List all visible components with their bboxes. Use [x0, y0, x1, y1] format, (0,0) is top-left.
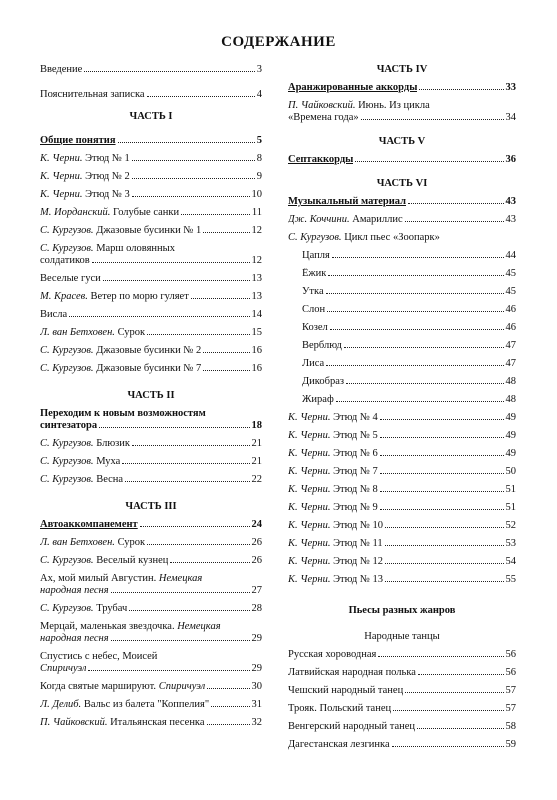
entry-author: С. Кургузов.: [40, 474, 94, 485]
entry-title: Этюд № 5: [330, 430, 378, 441]
toc-entry[interactable]: [40, 717, 262, 729]
page-number: 10: [251, 189, 262, 200]
entry-title-cont: солдатиков: [40, 255, 90, 266]
page-number: 21: [251, 456, 262, 467]
toc-entry[interactable]: [40, 135, 262, 147]
dot-leader: [132, 196, 250, 197]
toc-entry[interactable]: [288, 466, 516, 478]
entry-title: Вальс из балета "Коппелия": [81, 699, 210, 710]
entry-subtitle: Немецкая: [156, 573, 203, 584]
toc-entry[interactable]: [288, 520, 516, 532]
page-number: 16: [251, 363, 262, 374]
dot-leader: [346, 383, 504, 384]
toc-entry[interactable]: [288, 358, 516, 370]
entry-title: Общие понятия: [40, 135, 116, 146]
entry-title: Марш оловянных: [93, 243, 175, 254]
toc-entry[interactable]: [40, 225, 262, 237]
dot-leader: [111, 592, 250, 593]
toc-entry[interactable]: [288, 376, 516, 388]
entry-title: Этюд № 3: [82, 189, 130, 200]
entry-title: Веселый кузнец: [93, 555, 169, 566]
section-heading: ЧАСТЬ I: [129, 111, 173, 122]
dot-leader: [132, 445, 249, 446]
entry-author: К. Черни.: [288, 466, 331, 477]
page-number: 9: [256, 171, 262, 182]
entry-author: С. Кургузов.: [40, 345, 94, 356]
toc-entry[interactable]: [40, 345, 262, 357]
page-number: 22: [251, 474, 262, 485]
page-number: 57: [505, 685, 516, 696]
page-number: 31: [251, 699, 262, 710]
page-number: 26: [251, 555, 262, 566]
dot-leader: [211, 706, 249, 707]
toc-entry[interactable]: [40, 243, 262, 267]
entry-author: К. Черни.: [288, 448, 331, 459]
toc-entry[interactable]: [288, 286, 516, 298]
entry-title: Джазовые бусинки № 2: [93, 345, 202, 356]
toc-entry[interactable]: [288, 484, 516, 496]
toc-entry[interactable]: [288, 448, 516, 460]
dot-leader: [419, 89, 503, 90]
entry-title: Мерцай, маленькая звездочка.: [40, 621, 175, 632]
entry-title: Чешский народный танец: [288, 685, 404, 696]
toc-entry[interactable]: [288, 739, 516, 751]
entry-author: К. Черни.: [40, 171, 83, 182]
entry-author: К. Черни.: [288, 520, 331, 531]
entry-author: Дж. Коччини.: [288, 214, 350, 225]
dot-leader: [385, 563, 503, 564]
dot-leader: [336, 401, 504, 402]
entry-author: С. Кургузов.: [40, 555, 94, 566]
page-number: 12: [251, 225, 262, 236]
dot-leader: [125, 481, 249, 482]
page-number: 55: [505, 574, 516, 585]
page-number: 27: [251, 585, 262, 596]
entry-title: Музыкальный материал: [288, 196, 407, 207]
entry-author: К. Черни.: [288, 484, 331, 495]
entry-title: Цикл пьес «Зоопарк»: [341, 232, 440, 243]
toc-entry[interactable]: [288, 649, 516, 661]
page-number: 59: [505, 739, 516, 750]
toc-entry[interactable]: [288, 502, 516, 514]
page-number: 49: [505, 412, 516, 423]
dot-leader: [380, 509, 504, 510]
entry-title: Аранжированные аккорды: [288, 82, 418, 93]
entry-title: Веселые гуси: [40, 273, 101, 284]
entry-title: Септаккорды: [288, 154, 354, 165]
entry-title: Пояснительная записка: [40, 89, 145, 100]
entry-title: Слон: [302, 304, 326, 315]
page-number: 3: [256, 64, 262, 75]
toc-entry[interactable]: [40, 309, 262, 321]
entry-subtitle: Немецкая: [174, 621, 221, 632]
dot-leader: [380, 455, 504, 456]
page-number: 48: [505, 376, 516, 387]
toc-entry[interactable]: [288, 250, 516, 262]
entry-title: Когда святые маршируют.: [40, 681, 157, 692]
entry-title: Спустись с небес, Моисей: [40, 651, 158, 662]
page-number: 49: [505, 430, 516, 441]
dot-leader: [332, 257, 504, 258]
toc-entry[interactable]: [288, 100, 516, 124]
page-number: 13: [251, 273, 262, 284]
page-number: 56: [505, 649, 516, 660]
toc-entry[interactable]: [288, 667, 516, 679]
page-number: 45: [505, 268, 516, 279]
toc-entry[interactable]: [288, 574, 516, 586]
page-number: 29: [251, 663, 262, 674]
toc-entry[interactable]: [288, 556, 516, 568]
entry-title: Переходим к новым возможностям: [40, 408, 206, 419]
toc-entry[interactable]: [288, 268, 516, 280]
entry-title-cont: народная песня: [40, 633, 109, 644]
entry-title: Висла: [40, 309, 68, 320]
entry-title: Этюд № 13: [330, 574, 384, 585]
toc-entry[interactable]: [40, 573, 262, 597]
section-heading: Пьесы разных жанров: [348, 605, 456, 616]
entry-title: Дагестанская лезгинка: [288, 739, 390, 750]
dot-leader: [326, 365, 503, 366]
entry-title-cont: «Времена года»: [288, 112, 359, 123]
entry-title: Этюд № 7: [330, 466, 378, 477]
entry-author: С. Кургузов.: [40, 225, 94, 236]
entry-title: Сурок: [114, 327, 146, 338]
section-heading: ЧАСТЬ IV: [376, 64, 428, 75]
entry-title-cont: народная песня: [40, 585, 109, 596]
toc-entry[interactable]: [40, 474, 262, 486]
toc-entry[interactable]: [288, 430, 516, 442]
toc-entry[interactable]: [40, 153, 262, 165]
dot-leader: [132, 160, 255, 161]
entry-title: Утка: [302, 286, 324, 297]
dot-leader: [207, 688, 249, 689]
entry-title: Сурок: [114, 537, 146, 548]
page-number: 32: [251, 717, 262, 728]
entry-title: Введение: [40, 64, 83, 75]
dot-leader: [327, 311, 503, 312]
page-number: 5: [256, 135, 262, 146]
entry-title: Голубые санки: [110, 207, 180, 218]
entry-title: Этюд № 1: [82, 153, 130, 164]
page-number: 53: [505, 538, 516, 549]
dot-leader: [88, 670, 249, 671]
toc-entry[interactable]: [288, 322, 516, 334]
entry-author: С. Кургузов.: [40, 363, 94, 374]
dot-leader: [132, 178, 255, 179]
entry-author: М. Иорданский.: [40, 207, 111, 218]
entry-title: Этюд № 4: [330, 412, 378, 423]
page-number: 46: [505, 304, 516, 315]
entry-title: Лиса: [302, 358, 325, 369]
toc-entry[interactable]: [40, 681, 262, 693]
page-title: СОДЕРЖАНИЕ: [221, 34, 336, 50]
page-number: 47: [505, 358, 516, 369]
entry-title: Русская хороводная: [288, 649, 377, 660]
toc-entry[interactable]: [40, 327, 262, 339]
entry-title: Амариллис: [349, 214, 403, 225]
entry-author: К. Черни.: [40, 189, 83, 200]
page-number: 16: [251, 345, 262, 356]
page-number: 50: [505, 466, 516, 477]
dot-leader: [380, 419, 504, 420]
dot-leader: [385, 527, 503, 528]
page-number: 14: [251, 309, 262, 320]
page-number: 52: [505, 520, 516, 531]
dot-leader: [92, 262, 250, 263]
entry-title: Ветер по морю гуляет: [87, 291, 189, 302]
toc-entry: [288, 232, 516, 244]
page-number: 30: [251, 681, 262, 692]
dot-leader: [405, 221, 504, 222]
toc-entry[interactable]: [288, 703, 516, 715]
entry-author: М. Красев.: [40, 291, 88, 302]
page-number: 45: [505, 286, 516, 297]
page-number: 51: [505, 484, 516, 495]
entry-author: Л. ван Бетховен.: [40, 327, 115, 338]
toc-entry[interactable]: [288, 538, 516, 550]
entry-title: Джазовые бусинки № 7: [93, 363, 202, 374]
dot-leader: [191, 298, 250, 299]
page-number: 54: [505, 556, 516, 567]
section-heading: ЧАСТЬ V: [378, 136, 426, 147]
dot-leader: [129, 610, 249, 611]
toc-entry[interactable]: [40, 651, 262, 675]
page-number: 11: [251, 207, 262, 218]
toc-entry[interactable]: [40, 621, 262, 645]
toc-entry[interactable]: [288, 721, 516, 733]
toc-entry[interactable]: [40, 519, 262, 531]
entry-title: Ах, мой милый Августин.: [40, 573, 157, 584]
toc-entry[interactable]: [288, 394, 516, 406]
dot-leader: [361, 119, 504, 120]
dot-leader: [380, 437, 504, 438]
page-number: 29: [251, 633, 262, 644]
entry-title: Весна: [93, 474, 124, 485]
dot-leader: [380, 473, 504, 474]
dot-leader: [392, 746, 504, 747]
page-number: 57: [505, 703, 516, 714]
toc-entry[interactable]: [40, 189, 262, 201]
dot-leader: [170, 562, 249, 563]
toc-entry[interactable]: [40, 171, 262, 183]
page-number: 28: [251, 603, 262, 614]
page-number: 36: [505, 154, 516, 165]
dot-leader: [405, 692, 503, 693]
dot-leader: [380, 491, 504, 492]
section-heading: ЧАСТЬ II: [127, 390, 175, 401]
page-number: 21: [251, 438, 262, 449]
page-number: 48: [505, 394, 516, 405]
page-number: 49: [505, 448, 516, 459]
page-number: 56: [505, 667, 516, 678]
entry-author: К. Черни.: [288, 430, 331, 441]
page-number: 15: [251, 327, 262, 338]
toc-entry[interactable]: [40, 64, 262, 76]
dot-leader: [147, 544, 249, 545]
entry-title: Автоаккомпанемент: [40, 519, 138, 530]
dot-leader: [408, 203, 503, 204]
dot-leader: [111, 640, 250, 641]
entry-title: Трояк. Польский танец: [288, 703, 392, 714]
entry-title-cont: Спиричуэл: [40, 663, 87, 674]
toc-entry[interactable]: [40, 699, 262, 711]
entry-title: Верблюд: [302, 340, 342, 351]
page-number: 18: [251, 420, 262, 431]
entry-author: К. Черни.: [288, 502, 331, 513]
dot-leader: [147, 334, 249, 335]
entry-title: Июнь. Из цикла: [355, 100, 430, 111]
page-number: 51: [505, 502, 516, 513]
entry-title: Этюд № 8: [330, 484, 378, 495]
section-heading: ЧАСТЬ VI: [376, 178, 428, 189]
entry-title: Этюд № 11: [330, 538, 383, 549]
dot-leader: [103, 280, 250, 281]
toc-entry[interactable]: [40, 207, 262, 219]
entry-author: Л. Делиб.: [40, 699, 82, 710]
page-number: 47: [505, 340, 516, 351]
entry-author: С. Кургузов.: [40, 243, 94, 254]
dot-leader: [207, 724, 250, 725]
page-number: 44: [505, 250, 516, 261]
toc-entry[interactable]: [288, 304, 516, 316]
page-number: 33: [505, 82, 516, 93]
entry-title: Блюзик: [93, 438, 131, 449]
entry-title: Муха: [93, 456, 121, 467]
page-number: 46: [505, 322, 516, 333]
toc-entry[interactable]: [40, 555, 262, 567]
entry-title: Этюд № 9: [330, 502, 378, 513]
page-number: 43: [505, 196, 516, 207]
toc-entry[interactable]: [40, 408, 262, 432]
section-heading: ЧАСТЬ III: [125, 501, 177, 512]
entry-author: С. Кургузов.: [288, 232, 342, 243]
entry-title: Козел: [302, 322, 328, 333]
toc-entry[interactable]: [40, 291, 262, 303]
entry-author: К. Черни.: [288, 556, 331, 567]
dot-leader: [99, 427, 249, 428]
dot-leader: [378, 656, 503, 657]
entry-author: К. Черни.: [40, 153, 83, 164]
entry-subtitle: Спиричуэл: [156, 681, 206, 692]
entry-title: Итальянская песенка: [107, 717, 205, 728]
toc-entry[interactable]: [40, 456, 262, 468]
entry-author: П. Чайковский.: [40, 717, 108, 728]
entry-title: Этюд № 12: [330, 556, 384, 567]
entry-title: Джазовые бусинки № 1: [93, 225, 202, 236]
toc-entry[interactable]: [40, 537, 262, 549]
dot-leader: [147, 96, 255, 97]
dot-leader: [417, 728, 504, 729]
entry-title: Цапля: [302, 250, 330, 261]
toc-entry[interactable]: [288, 214, 516, 226]
entry-author: С. Кургузов.: [40, 438, 94, 449]
entry-title: Ёжик: [302, 268, 327, 279]
page-number: 13: [251, 291, 262, 302]
toc-entry[interactable]: [40, 438, 262, 450]
dot-leader: [122, 463, 249, 464]
page-number: 4: [256, 89, 262, 100]
entry-author: Л. ван Бетховен.: [40, 537, 115, 548]
dot-leader: [418, 674, 504, 675]
toc-entry[interactable]: [40, 603, 262, 615]
entry-title: Дикобраз: [302, 376, 344, 387]
dot-leader: [328, 275, 503, 276]
entry-author: К. Черни.: [288, 574, 331, 585]
entry-author: К. Черни.: [288, 412, 331, 423]
dot-leader: [330, 329, 504, 330]
entry-title-cont: синтезатора: [40, 420, 98, 431]
page-number: 43: [505, 214, 516, 225]
toc-entry[interactable]: [288, 154, 516, 166]
dot-leader: [203, 370, 249, 371]
toc-entry[interactable]: [40, 89, 262, 101]
entry-title: Трубач: [93, 603, 128, 614]
dot-leader: [203, 232, 249, 233]
dot-leader: [118, 142, 255, 143]
dot-leader: [84, 71, 254, 72]
page-number: 12: [251, 255, 262, 266]
dot-leader: [326, 293, 504, 294]
toc-entry[interactable]: [288, 412, 516, 424]
dot-leader: [181, 214, 250, 215]
entry-author: П. Чайковский.: [288, 100, 356, 111]
entry-title: Жираф: [302, 394, 334, 405]
entry-author: К. Черни.: [288, 538, 331, 549]
dot-leader: [385, 545, 504, 546]
entry-title: Латвийская народная полька: [288, 667, 416, 678]
entry-title: Венгерский народный танец: [288, 721, 415, 732]
page-number: 58: [505, 721, 516, 732]
page-number: 24: [251, 519, 262, 530]
section-heading: Народные танцы: [364, 631, 440, 642]
page-number: 34: [505, 112, 516, 123]
entry-title: Этюд № 6: [330, 448, 378, 459]
dot-leader: [69, 316, 249, 317]
dot-leader: [393, 710, 503, 711]
toc-entry[interactable]: [40, 273, 262, 285]
dot-leader: [355, 161, 503, 162]
toc-entry[interactable]: [288, 340, 516, 352]
entry-author: С. Кургузов.: [40, 456, 94, 467]
toc-entry[interactable]: [40, 363, 262, 375]
dot-leader: [344, 347, 504, 348]
toc-entry[interactable]: [288, 685, 516, 697]
toc-entry[interactable]: [288, 196, 516, 208]
page-number: 26: [251, 537, 262, 548]
entry-title: Этюд № 2: [82, 171, 130, 182]
dot-leader: [203, 352, 249, 353]
toc-entry[interactable]: [288, 82, 516, 94]
page-number: 8: [256, 153, 262, 164]
entry-author: С. Кургузов.: [40, 603, 94, 614]
dot-leader: [140, 526, 250, 527]
dot-leader: [385, 581, 503, 582]
entry-title: Этюд № 10: [330, 520, 384, 531]
